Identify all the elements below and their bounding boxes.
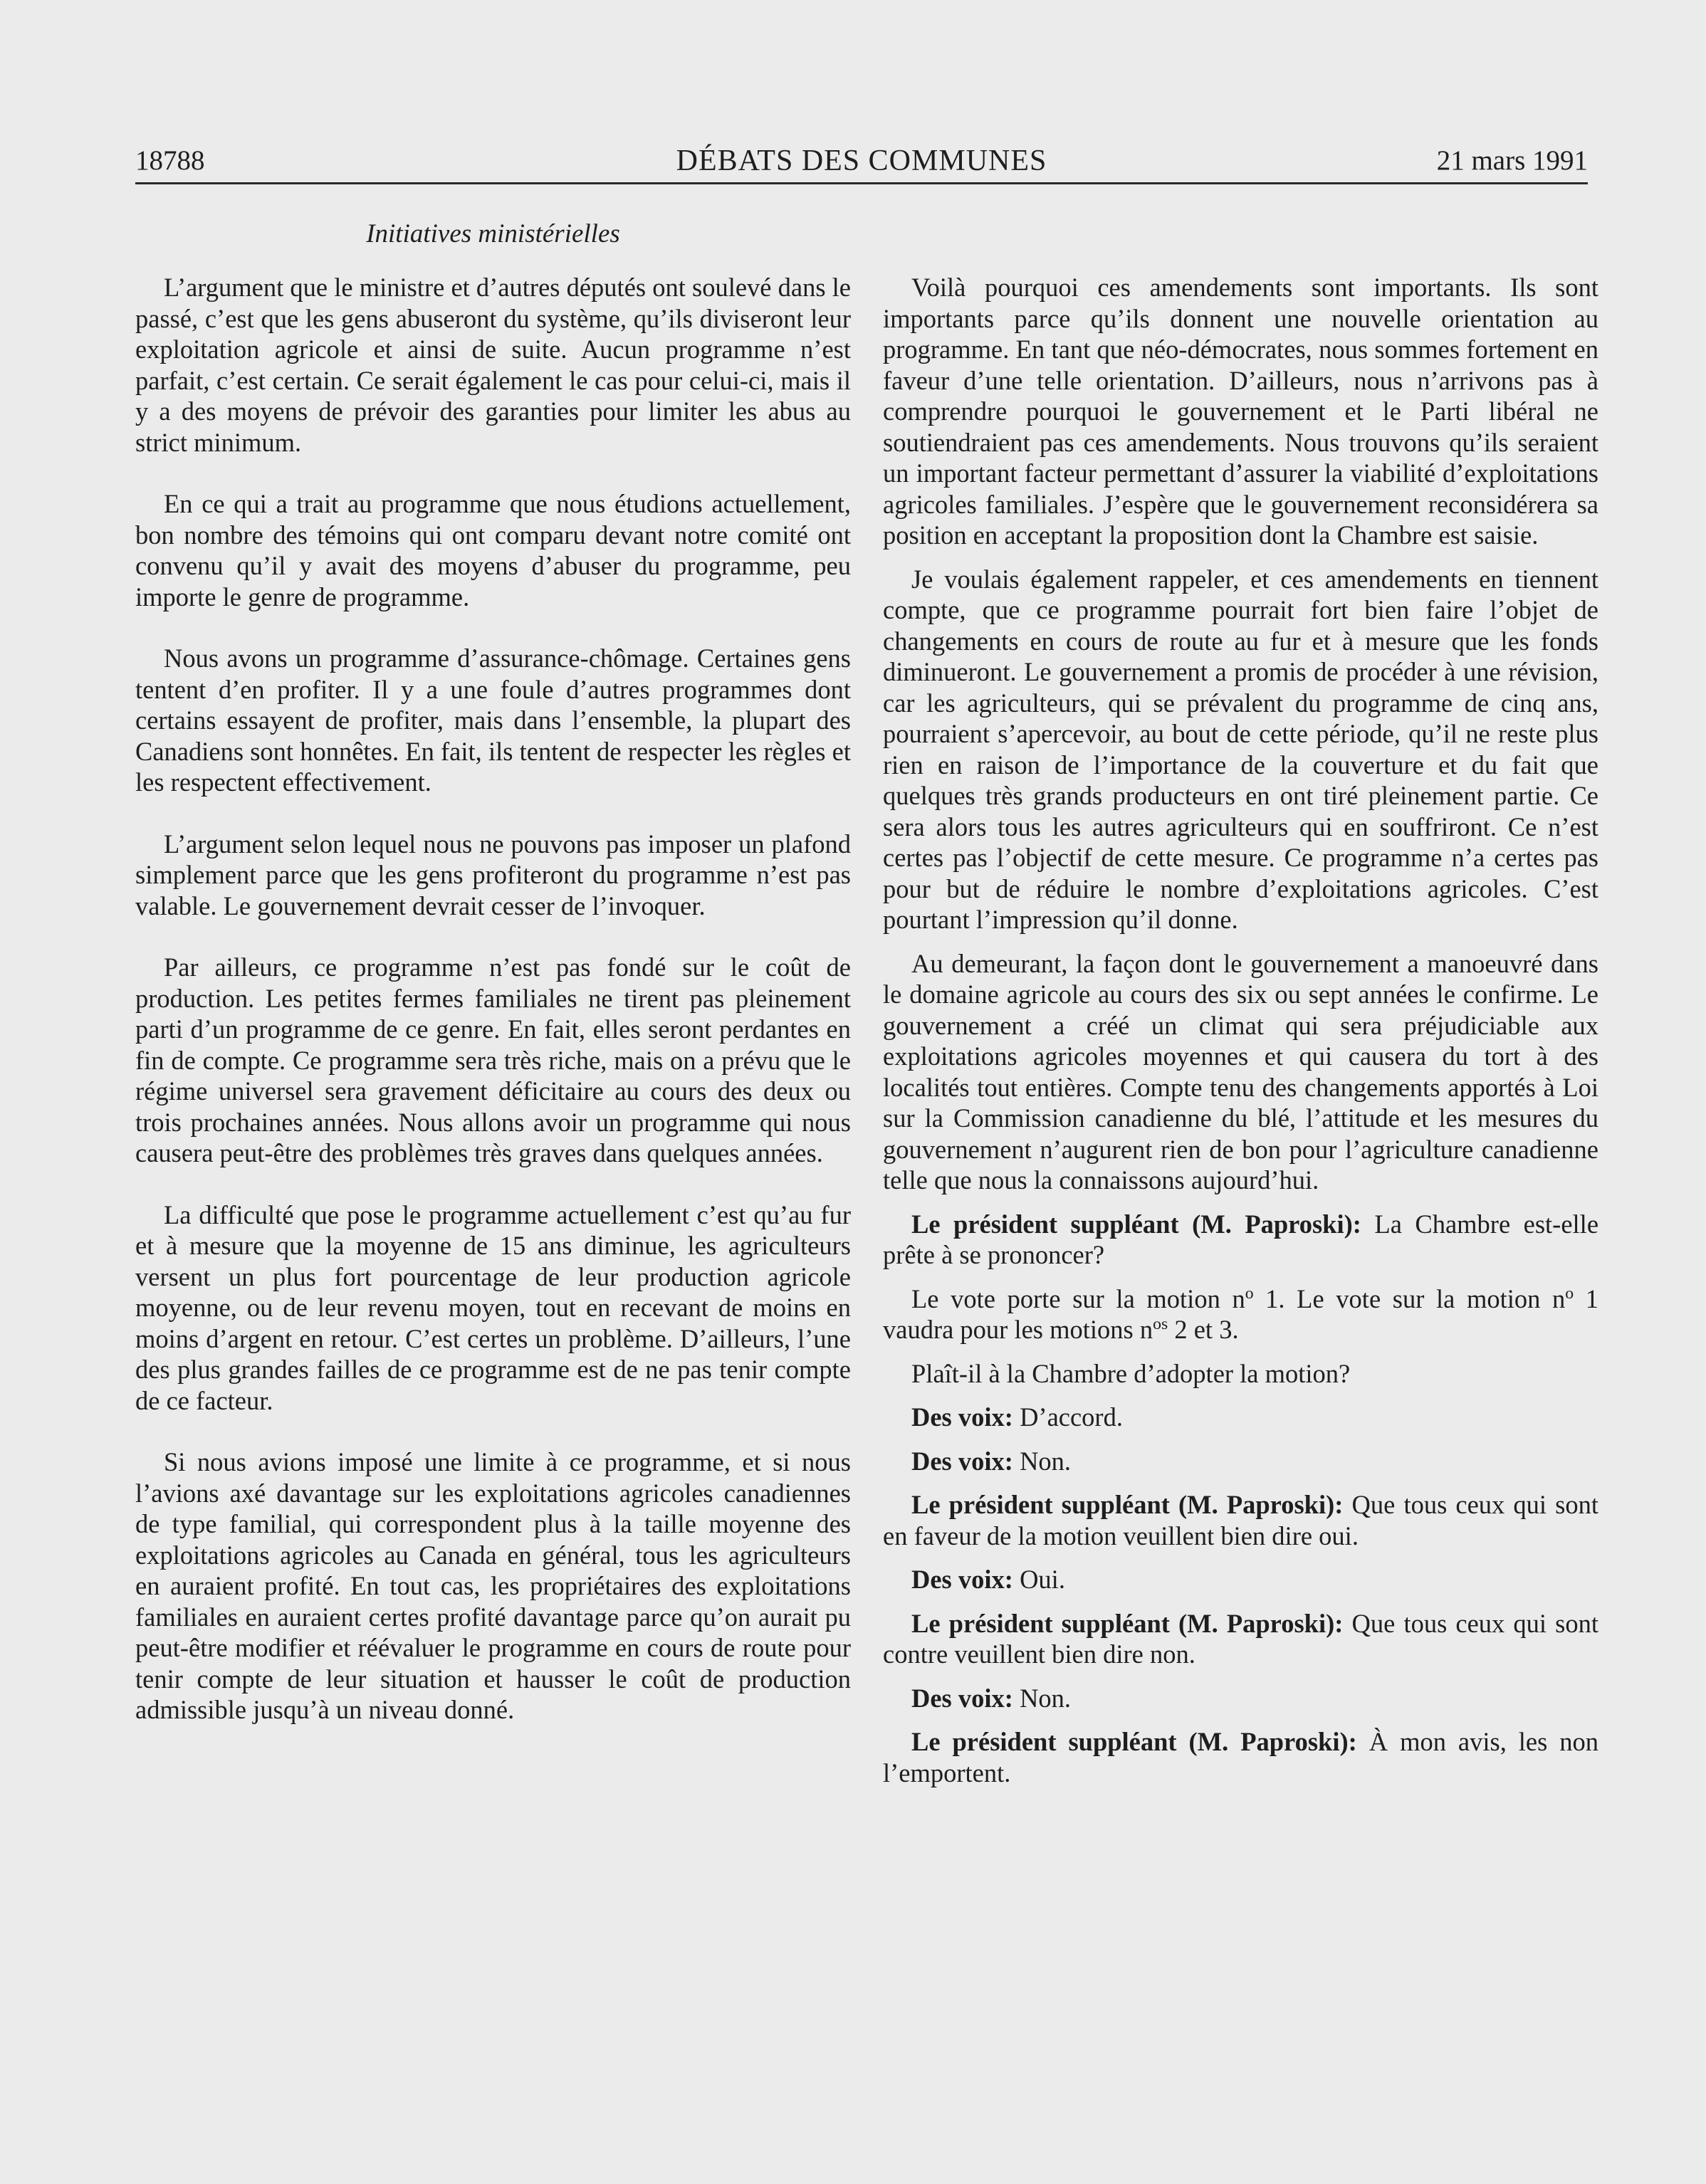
speech-text: Oui. xyxy=(1020,1565,1065,1594)
speaker-name: Le président suppléant (M. Paproski): xyxy=(911,1727,1357,1756)
speaker-name: Des voix: xyxy=(911,1446,1013,1476)
speaker-name: Des voix: xyxy=(911,1565,1013,1594)
speech-text: 2 et 3. xyxy=(1168,1315,1239,1344)
speech-text: 1 vaudra pour les motions n xyxy=(883,1283,1598,1344)
speech-text: Non. xyxy=(1020,1446,1072,1476)
speech-text: À mon avis, les non l’emportent. xyxy=(883,1727,1599,1787)
speech-text: 1. Le vote sur la motion n xyxy=(1253,1283,1566,1313)
paragraph: La difficulté que pose le programme actuellement c’est qu’au fur et à mesure que la moyenne de 15 ans diminue, les agriculteurs versent un plus fort pourcentage de leur production agricole moyenne, ou de leur revenu moyen, tout en recevant de moins en moins d’argent en retour. C’est certes un problème. D’ailleurs, l’une des plus grandes failles de ce programme est de ne pas tenir compte de ce facteur. xyxy=(135,1199,851,1415)
speaker-name: Des voix: xyxy=(911,1402,1013,1432)
paragraph: Nous avons un programme d’assurance-chômage. Certaines gens tentent d’en profiter. Il y a une foule d’autres programmes dont certains essayent de profiter, mais dans l’ensemble, la plupart des Canadiens sont honnêtes. En fait, ils tentent de respecter les règles et les respectent effectivement. xyxy=(135,644,851,797)
paragraph: Voilà pourquoi ces amendements sont importants. Ils sont importants parce qu’ils donnent une nouvelle orientation au programme. En tant que néo-démocrates, nous sommes fortement en faveur d’une telle orientation. D’ailleurs, nous n’arrivons pas à comprendre pourquoi le gouvernement et le Parti libéral ne soutiendraient pas ces amendements. Nous trouvons qu’ils seraient un important facteur permettant d’assurer la viabilité d’exploitations agricoles familiales. J’espère que le gouvernement reconsidérera sa position en acceptant la proposition dont la Chambre est saisie. xyxy=(883,273,1598,550)
publication-date: 21 mars 1991 xyxy=(1436,145,1588,176)
paragraph: L’argument selon lequel nous ne pouvons pas imposer un plafond simplement parce que les gens profiteront du programme n’est pas valable. Le gouvernement devrait cesser de l’invoquer. xyxy=(135,829,851,920)
paragraph: En ce qui a trait au programme que nous étudions actuellement, bon nombre des témoins qui ont comparu devant notre comité ont convenu qu’il y avait des moyens d’abuser du programme, peu importe le genre de programme. xyxy=(135,489,851,611)
speech-text: Que tous ceux qui sont en faveur de la motion veuillent bien dire oui. xyxy=(883,1490,1599,1550)
speech-text: Que tous ceux qui sont contre veuillent bien dire non. xyxy=(883,1608,1599,1669)
speech-paragraph xyxy=(883,1402,1598,1433)
speech-paragraph: Plaît-il à la Chambre d’adopter la motion? xyxy=(911,1358,1351,1388)
speech-paragraph xyxy=(883,1683,1598,1714)
superscript: o xyxy=(1245,1283,1254,1303)
speech-paragraph xyxy=(883,1283,1598,1345)
paragraph: Par ailleurs, ce programme n’est pas fondé sur le coût de production. Les petites fermes familiales ne tirent pas pleinement parti d’un programme de ce genre. En fait, elles seront perdantes en fin de compte. Ce programme sera très riche, mais on a prévu que le régime universel sera gravement déficitaire au cours des deux ou trois prochaines années. Nous allons avoir un programme qui nous causera peut-être des problèmes très graves dans quelques années. xyxy=(135,952,851,1167)
speech-paragraph xyxy=(883,1726,1598,1788)
superscript: o xyxy=(1565,1283,1574,1303)
paragraph: Au demeurant, la façon dont le gouvernement a manoeuvré dans le domaine agricole au cours des six ou sept années le confirme. Le gouvernement a créé un climat qui sera préjudiciable aux exploitations agricoles moyennes et qui causera du tort à des localités tout entières. Compte tenu des changements apportés à Loi sur la Commission canadienne du blé, l’attitude et les mesures du gouvernement n’augurent rien de bon pour l’agriculture canadienne telle que nous la connaissons aujourd’hui. xyxy=(883,948,1598,1195)
paragraph: Si nous avions imposé une limite à ce programme, et si nous l’avions axé davantage sur les exploitations agricoles canadiennes de type familial, qui correspondent plus à la taille moyenne des exploitations agricoles au Canada en général, tous les agriculteurs en auraient profité. En tout cas, les propriétaires des exploitations familiales en auraient certes profité davantage parce qu’on aurait pu peut-être modifier et réévaluer le programme en cours de route pour tenir compte de leur situation et hausser le coût de production admissible jusqu’à un niveau donné. xyxy=(135,1447,851,1724)
speaker-name: Le président suppléant (M. Paproski): xyxy=(911,1490,1344,1519)
speech-paragraph xyxy=(883,1608,1598,1670)
section-label: Initiatives ministérielles xyxy=(366,219,620,248)
right-column xyxy=(883,272,1598,1801)
publication-title: DÉBATS DES COMMUNES xyxy=(676,145,1047,177)
paragraph: L’argument que le ministre et d’autres députés ont soulevé dans le passé, c’est que les gens abuseront du système, qu’ils diviseront leur exploitation agricole et ainsi de suite. Aucun programme n’est parfait, c’est certain. Ce serait également le cas pour celui-ci, mais il y a des moyens de prévoir des garanties pour limiter les abus au strict minimum. xyxy=(135,273,851,457)
speech-text: D’accord. xyxy=(1020,1402,1123,1432)
page-number: 18788 xyxy=(135,145,205,176)
paragraph: Je voulais également rappeler, et ces amendements en tiennent compte, que ce programme pourrait fort bien faire l’objet de changements en cours de route au fur et à mesure que les fonds diminueront. Le gouvernement a promis de procéder à une révision, car les agriculteurs, qui se prévalent du programme de cinq ans, pourraient s’apercevoir, au bout de cette période, qu’il ne reste plus rien en raison de l’importance de la couverture et du fait que quelques très grands producteurs en ont tiré pleinement partie. Ce sera alors tous les autres agriculteurs qui en souffriront. Ce n’est certes pas l’objectif de cette mesure. Ce programme n’a certes pas pour but de réduire le nombre d’exploitations agricoles. C’est pourtant l’impression qu’il donne. xyxy=(883,564,1598,934)
page-header xyxy=(135,140,1588,184)
speech-text: Le vote porte sur la motion n xyxy=(911,1283,1245,1313)
speaker-name: Des voix: xyxy=(911,1683,1013,1713)
speech-text: Non. xyxy=(1020,1683,1072,1713)
speech-text: La Chambre est-elle prête à se prononcer? xyxy=(883,1209,1599,1269)
superscript: os xyxy=(1153,1314,1168,1333)
speaker-name: Le président suppléant (M. Paproski): xyxy=(911,1608,1344,1638)
speech-paragraph xyxy=(883,1446,1598,1477)
speech-paragraph xyxy=(883,1209,1598,1271)
speaker-name: Le président suppléant (M. Paproski): xyxy=(911,1209,1361,1239)
left-column xyxy=(135,272,851,1756)
speech-paragraph xyxy=(883,1489,1598,1551)
speech-paragraph xyxy=(883,1564,1598,1595)
